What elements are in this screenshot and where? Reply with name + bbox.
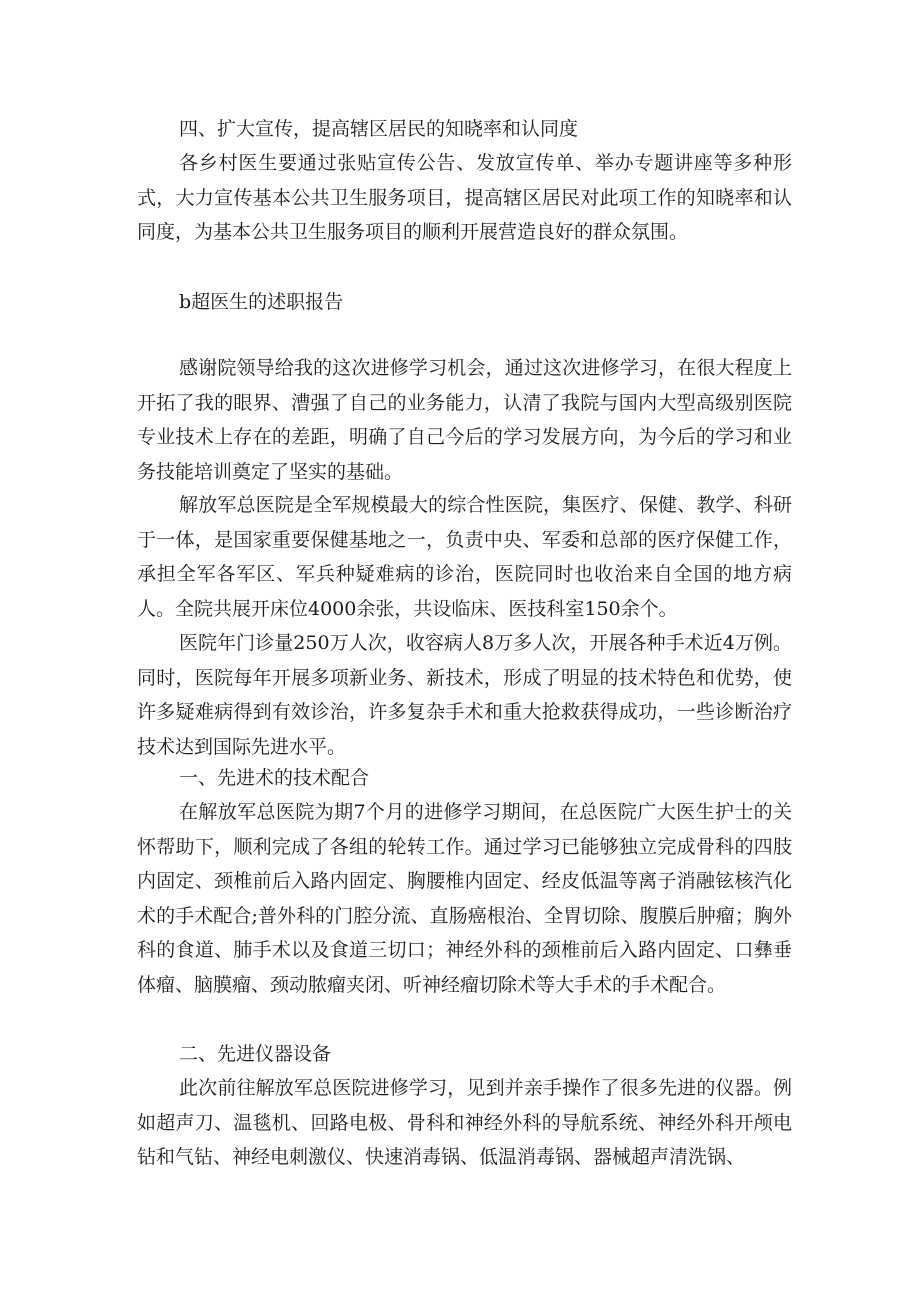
report-paragraph-1: 感谢院领导给我的这次进修学习机会，通过这次进修学习，在很大程度上开拓了我的眼界、漕强了自己的业务能力，认清了我院与国内大型高级别医院专业技术上存在的差距，明确了自己今后的学习发展方向，为今后的学习和业务技能培训奠定了坚实的基础。: [137, 357, 792, 483]
report-title: b超医生的述职报告: [179, 291, 344, 313]
section-2-paragraph: 此次前往解放军总医院进修学习，见到并亲手操作了很多先进的仪器。例如超声刀、温毯机、回路电极、骨科和神经外科的导航系统、神经外科开颅电钻和气钻、神经电刺激仪、快速消毒锅、低温消毒锅、器械超声清洗锅、: [137, 1077, 792, 1168]
section-1-heading: 一、先进术的技术配合: [179, 767, 370, 789]
report-paragraph-3: 医院年门诊量250万人次，收容病人8万多人次，开展各种手术近4万例。同时，医院每年开展多项新业务、新技术，形成了明显的技术特色和优势，使许多疑难病得到有效诊治，许多复杂手术和重大抢救获得成功，一些诊断治疗技术达到国际先进水平。: [137, 632, 792, 758]
section-1-paragraph: 在解放军总医院为期7个月的进修学习期间，在总医院广大医生护士的关怀帮助下，顺利完成了各组的轮转工作。通过学习已能够独立完成骨科的四肢内固定、颈椎前后入路内固定、胸腰椎内固定、经皮低温等离子消融铉核汽化术的手术配合;普外科的门腔分流、直肠癌根治、全胃切除、腹膜后肿瘤；胸外科的食道、肺手术以及食道三切口；神经外科的颈椎前后入路内固定、口彝垂体瘤、脑膜瘤、颈动脓瘤夹闭、听神经瘤切除术等大手术的手术配合。: [137, 801, 792, 996]
section-4-heading: 四、扩大宣传，提高辖区居民的知晓率和认同度: [179, 118, 579, 140]
section-2-heading: 二、先进仪器设备: [179, 1043, 332, 1065]
report-paragraph-2: 解放军总医院是全军规模最大的综合性医院，集医疗、保健、教学、科研于一体，是国家重要保健基地之一，负责中央、军委和总部的医疗保健工作，承担全军各军区、军兵种疑难病的诊治，医院同时也收治来自全国的地方病人。全院共展开床位4000余张，共设临床、医技科室150余个。: [137, 494, 792, 620]
section-4-paragraph: 各乡村医生要通过张贴宣传公告、发放宣传单、举办专题讲座等多种形式，大力宣传基本公共卫生服务项目，提高辖区居民对此项工作的知晓率和认同度，为基本公共卫生服务项目的顺利开展营造良好的群众氛围。: [137, 152, 792, 243]
